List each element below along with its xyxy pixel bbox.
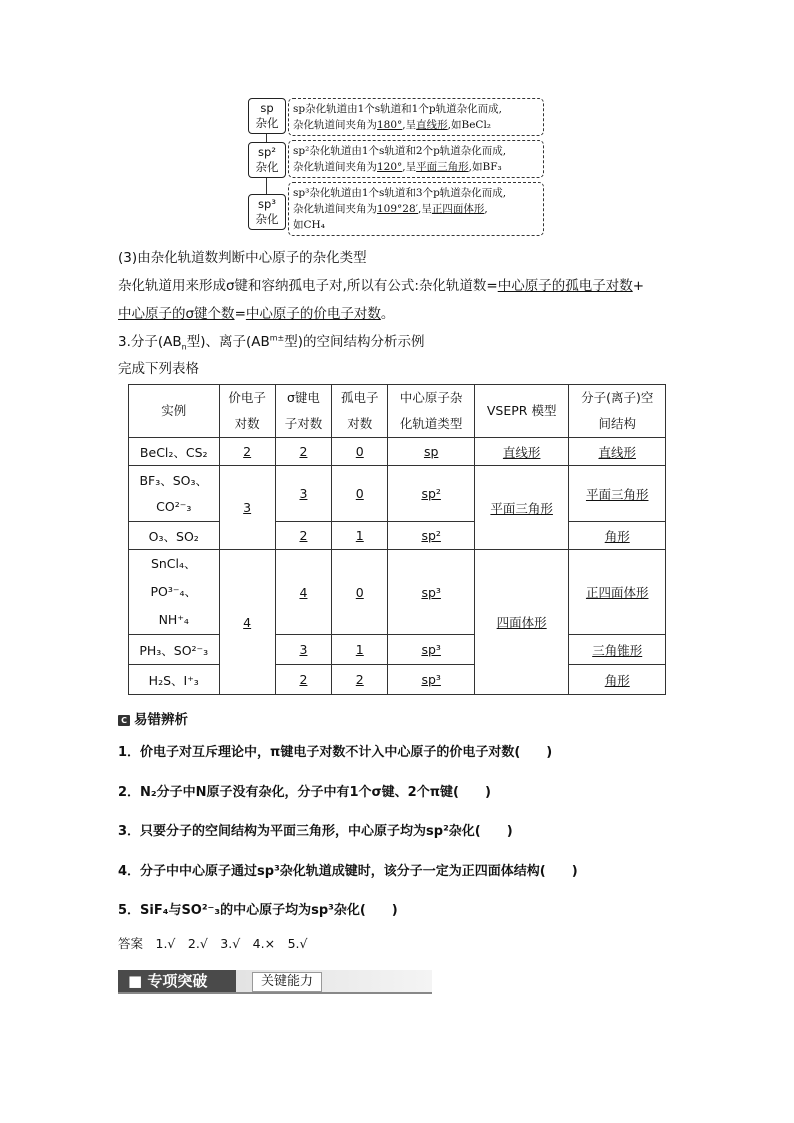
cell-example: H₂S、I⁺₃ xyxy=(129,665,220,695)
cell-example: O₃、SO₂ xyxy=(129,522,220,550)
cell-vsepr: 平面三角形 xyxy=(474,466,569,550)
sp3-desc-post: , xyxy=(484,203,488,215)
cell-hybridization: sp³ xyxy=(388,550,474,635)
cell-shape: 三角锥形 xyxy=(569,635,666,665)
cell-shape: 正四面体形 xyxy=(569,550,666,635)
table-row xyxy=(129,550,666,635)
sp-type-box xyxy=(248,98,286,134)
header-c2a: 价电子 xyxy=(228,390,266,405)
cell-shape: 直线形 xyxy=(569,438,666,466)
sp-description-box xyxy=(288,98,544,136)
cell-lone: 0 xyxy=(332,438,388,466)
header-c7a: 分子(离子)空 xyxy=(581,390,654,405)
formula-line-2 xyxy=(118,302,394,322)
cell-lone: 1 xyxy=(332,522,388,550)
cell-hybridization: sp xyxy=(388,438,474,466)
header-c3a: σ键电 xyxy=(287,390,320,405)
table-row xyxy=(129,635,666,665)
cell-lone: 0 xyxy=(332,466,388,522)
cell-valence-pairs: 4 xyxy=(219,550,275,695)
cell-lone: 1 xyxy=(332,635,388,665)
sp-desc-pre: 杂化轨道间夹角为 xyxy=(293,119,377,131)
header-c2b: 对数 xyxy=(234,416,260,431)
cell-shape: 角形 xyxy=(569,522,666,550)
cell-example xyxy=(129,466,220,522)
banner-key-ability xyxy=(236,972,448,990)
sec3-title-n: n xyxy=(181,342,187,352)
sp2-desc-mid: ,呈 xyxy=(402,161,417,173)
cell-shape: 角形 xyxy=(569,665,666,695)
sp-desc-mid: ,呈 xyxy=(402,119,417,131)
cell-sigma: 3 xyxy=(275,635,331,665)
section-3-heading: (3)由杂化轨道数判断中心原子的杂化类型 xyxy=(118,250,367,266)
cell-valence-pairs: 3 xyxy=(219,466,275,550)
cell-example: PH₃、SO²⁻₃ xyxy=(129,635,220,665)
sp2-type-box xyxy=(248,142,286,178)
sp3-desc-line2 xyxy=(293,201,539,217)
task-instruction: 完成下列表格 xyxy=(118,361,199,377)
header-c5a: 中心原子杂 xyxy=(399,390,463,405)
header-hybridization xyxy=(388,385,474,438)
cell-example-b: NH⁺₄ xyxy=(158,612,189,627)
sp3-desc-line1: sp³杂化轨道由1个s轨道和3个p轨道杂化而成, xyxy=(293,187,507,199)
sp2-type-suffix: 杂化 xyxy=(255,160,279,174)
cell-example-a: BF₃、SO₃、 xyxy=(139,472,209,488)
error-analysis-title: 易错辨析 xyxy=(134,712,188,728)
formula-valence-pairs: 中心原子的价电子对数 xyxy=(245,306,381,322)
sp2-shape: 平面三角形 xyxy=(416,161,469,173)
table-row xyxy=(129,522,666,550)
header-example: 实例 xyxy=(129,385,220,438)
header-valence-pairs xyxy=(219,385,275,438)
sp-desc-line1: sp杂化轨道由1个s轨道和1个p轨道杂化而成, xyxy=(293,103,502,115)
cell-sigma: 3 xyxy=(275,466,331,522)
sp3-desc-mid: ,呈 xyxy=(418,203,432,215)
header-c3b: 子对数 xyxy=(284,416,323,431)
cell-example-b: CO²⁻₃ xyxy=(156,498,192,514)
sec3-title-c: 型)的空间结构分析示例 xyxy=(284,334,425,350)
sec3-title-b: 型)、离子(AB xyxy=(186,334,270,350)
formula-period: 。 xyxy=(380,306,395,322)
cell-lone: 2 xyxy=(332,665,388,695)
formula-lone-pairs: 中心原子的孤电子对数 xyxy=(497,278,633,294)
answer-key: 答案 1.√ 2.√ 3.√ 4.× 5.√ xyxy=(118,936,308,951)
cell-shape: 平面三角形 xyxy=(569,466,666,522)
sp2-type-label: sp² xyxy=(258,145,276,159)
cell-example xyxy=(129,550,220,635)
cell-hybridization: sp² xyxy=(388,522,474,550)
error-analysis-heading xyxy=(118,708,188,728)
vsepr-table xyxy=(128,384,666,695)
sp3-shape: 正四面体形 xyxy=(431,203,485,215)
sp3-desc-pre: 杂化轨道间夹角为 xyxy=(293,203,377,215)
header-c5b: 化轨道类型 xyxy=(399,416,463,431)
sp-desc-line2 xyxy=(293,117,539,133)
formula-plus: + xyxy=(632,278,645,294)
question-4: 4．分子中中心原子通过sp³杂化轨道成键时，该分子一定为正四面体结构( ) xyxy=(118,864,578,879)
sp3-desc-line3: 如CH₄ xyxy=(293,219,325,231)
cell-sigma: 4 xyxy=(275,550,331,635)
sp2-desc-line2 xyxy=(293,159,539,175)
header-c4a: 孤电子 xyxy=(341,390,379,405)
formula-equals: = xyxy=(234,306,246,322)
sp3-angle: 109°28′ xyxy=(377,203,419,215)
banner-key-ability-label: 关键能力 xyxy=(252,972,322,992)
sp3-type-suffix: 杂化 xyxy=(255,212,279,226)
cell-example: BeCl₂、CS₂ xyxy=(129,438,220,466)
sp2-desc-post: ,如BF₃ xyxy=(468,161,502,173)
sp-type-label: sp xyxy=(260,101,274,115)
hybridization-diagram xyxy=(248,98,548,240)
sp2-angle: 120° xyxy=(377,161,403,173)
cell-hybridization: sp³ xyxy=(388,635,474,665)
sp3-type-box xyxy=(248,194,286,230)
cell-vsepr: 直线形 xyxy=(474,438,569,466)
sec3-title-a: 3.分子(AB xyxy=(118,334,182,350)
formula-sigma-bonds: 中心原子的σ键个数 xyxy=(118,306,235,322)
cell-vsepr: 四面体形 xyxy=(474,550,569,695)
question-1: 1．价电子对互斥理论中，π键电子对数不计入中心原子的价电子对数( ) xyxy=(118,745,553,760)
question-3: 3．只要分子的空间结构为平面三角形，中心原子均为sp²杂化( ) xyxy=(118,824,513,839)
sp-angle: 180° xyxy=(377,119,403,131)
table-row xyxy=(129,466,666,522)
question-5: 5．SiF₄与SO²⁻₃的中心原子均为sp³杂化( ) xyxy=(118,903,398,918)
formula-line-1 xyxy=(118,274,644,294)
sp3-type-label: sp³ xyxy=(258,197,276,211)
sp2-description-box xyxy=(288,140,544,178)
header-spatial-structure xyxy=(569,385,666,438)
cell-hybridization: sp² xyxy=(388,466,474,522)
banner-underline xyxy=(118,992,432,994)
header-c4b: 对数 xyxy=(347,416,373,431)
table-row xyxy=(129,438,666,466)
table-row xyxy=(129,665,666,695)
header-vsepr-model: VSEPR 模型 xyxy=(474,385,569,438)
cell-valence-pairs: 2 xyxy=(219,438,275,466)
banner-special-breakthrough: ■ 专项突破 xyxy=(118,970,236,992)
sp-shape: 直线形 xyxy=(416,119,448,131)
sec3-title-sup: m± xyxy=(269,333,285,343)
header-c7b: 间结构 xyxy=(598,416,636,431)
header-sigma-pairs xyxy=(275,385,331,438)
cell-hybridization: sp³ xyxy=(388,665,474,695)
sp2-desc-line1: sp²杂化轨道由1个s轨道和2个p轨道杂化而成, xyxy=(293,145,507,157)
formula-intro: 杂化轨道用来形成σ键和容纳孤电子对,所以有公式:杂化轨道数= xyxy=(118,278,498,294)
question-2: 2．N₂分子中N原子没有杂化，分子中有1个σ键、2个π键( ) xyxy=(118,785,491,800)
cell-sigma: 2 xyxy=(275,665,331,695)
cell-sigma: 2 xyxy=(275,438,331,466)
section-banner xyxy=(118,970,432,994)
sp-type-suffix: 杂化 xyxy=(255,116,279,130)
sp2-desc-pre: 杂化轨道间夹角为 xyxy=(293,161,377,173)
header-lone-pairs xyxy=(332,385,388,438)
cell-example-a: SnCl₄、PO³⁻₄、 xyxy=(150,556,197,599)
table-header-row xyxy=(129,385,666,438)
cell-sigma: 2 xyxy=(275,522,331,550)
section-marker-icon: C xyxy=(118,715,130,726)
section-3-title xyxy=(118,330,425,352)
sp-desc-post: ,如BeCl₂ xyxy=(447,119,492,131)
sp3-description-box xyxy=(288,182,544,236)
cell-lone: 0 xyxy=(332,550,388,635)
